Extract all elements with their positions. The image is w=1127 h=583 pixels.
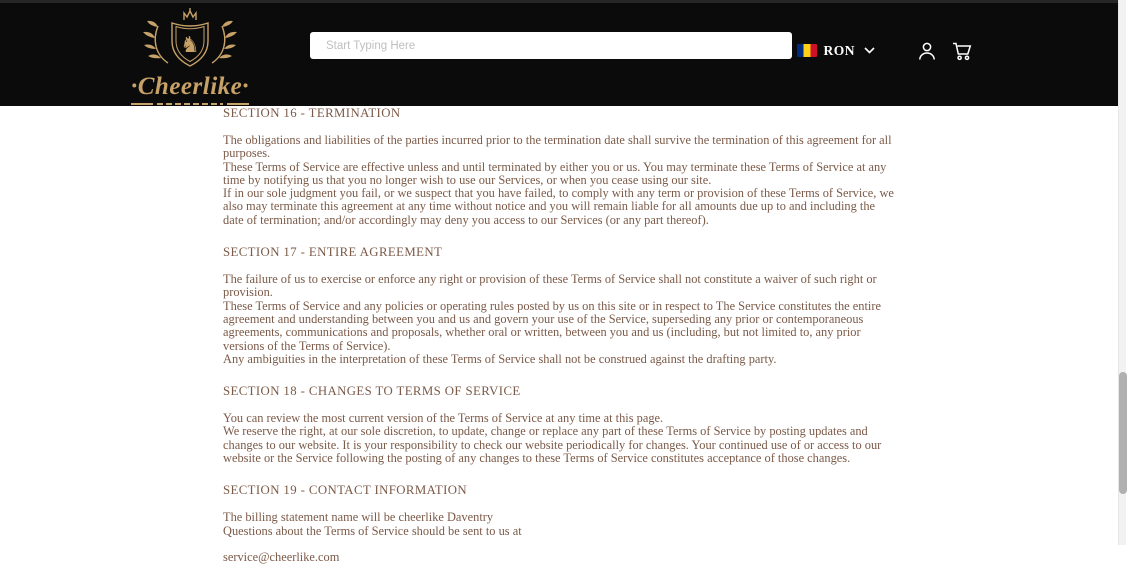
paragraph-line: These Terms of Service and any policies or operating rules posted by us on this site or in respect to The Service constitutes the entire agreement and understanding between you and us and govern your use of the Service, superseding any prior or contemporaneous agreements, communications and proposals, whether oral or written, between you and us (including, but not limited to, any prior versions of the Terms of Service).: [223, 298, 881, 353]
paragraph-line: Any ambiguities in the interpretation of these Terms of Service shall not be construed against the drafting party.: [223, 351, 777, 366]
search-bar: [310, 32, 792, 59]
paragraph-line: The obligations and liabilities of the parties incurred prior to the termination date shall survive the termination of this agreement for all purposes.: [223, 133, 892, 161]
paragraph-line: If in our sole judgment you fail, or we suspect that you have failed, to comply with any term or provision of these Terms of Service, we also may terminate this agreement at any time without notice and you will remain liable for all amounts due up to and including the date of termination; and/or accordingly may deny you access to our Services (or any part thereof).: [223, 186, 894, 227]
search-input[interactable]: [310, 32, 792, 59]
romania-flag-icon: [797, 44, 817, 57]
paragraph-line: Questions about the Terms of Service should be sent to us at: [223, 523, 522, 538]
brand-logo[interactable]: [122, 5, 258, 105]
svg-text:♞: ♞: [180, 32, 200, 58]
section-18-changes-to-terms: [223, 384, 895, 465]
cart-icon: [952, 41, 973, 61]
contact-email-link[interactable]: service@cheerlike.com: [223, 549, 340, 564]
currency-code: RON: [823, 42, 855, 58]
site-header: [0, 0, 1118, 106]
logo-divider: [131, 103, 249, 105]
section-19-contact-information: [223, 483, 895, 566]
scrollbar-track[interactable]: [1118, 0, 1126, 545]
cart-button[interactable]: [952, 41, 973, 61]
section-heading: SECTION 16 - TERMINATION: [223, 106, 401, 120]
account-button[interactable]: [917, 41, 937, 61]
user-icon: [917, 41, 937, 61]
chevron-down-icon: [864, 47, 875, 54]
section-16-termination: [223, 106, 895, 227]
section-heading: SECTION 18 - CHANGES TO TERMS OF SERVICE: [223, 384, 521, 399]
header-actions: [797, 41, 974, 61]
brand-name: ·Cheerlike·: [131, 72, 249, 100]
currency-selector[interactable]: [797, 43, 876, 59]
paragraph-line: The billing statement name will be cheerlike Daventry: [223, 510, 494, 525]
paragraph-line: These Terms of Service are effective unless and until terminated by either you or us. You may terminate these Terms of Service at any time by notifying us that you no longer wish to use our Services, or when you cease using our site.: [223, 159, 887, 187]
paragraph-line: We reserve the right, at our sole discretion, to update, change or replace any part of these Terms of Service by posting updates and changes to our website. It is your responsibility to check our website periodically for changes. Your continued use of or access to our website or the Service following the posting of any changes to these Terms of Service constitutes acceptance of those changes.: [223, 424, 882, 466]
section-17-entire-agreement: [223, 245, 895, 366]
terms-of-service-content: [223, 106, 895, 583]
paragraph-line: You can review the most current version of the Terms of Service at any time at this page.: [223, 411, 664, 426]
scrollbar-thumb[interactable]: [1119, 372, 1127, 494]
contact-email-line: [223, 548, 895, 566]
crest-icon: [140, 7, 240, 74]
section-heading: SECTION 19 - CONTACT INFORMATION: [223, 483, 468, 498]
section-heading: SECTION 17 - ENTIRE AGREEMENT: [223, 245, 443, 260]
paragraph-line: The failure of us to exercise or enforce any right or provision of these Terms of Service shall not constitute a waiver of such right or provision.: [223, 272, 877, 300]
